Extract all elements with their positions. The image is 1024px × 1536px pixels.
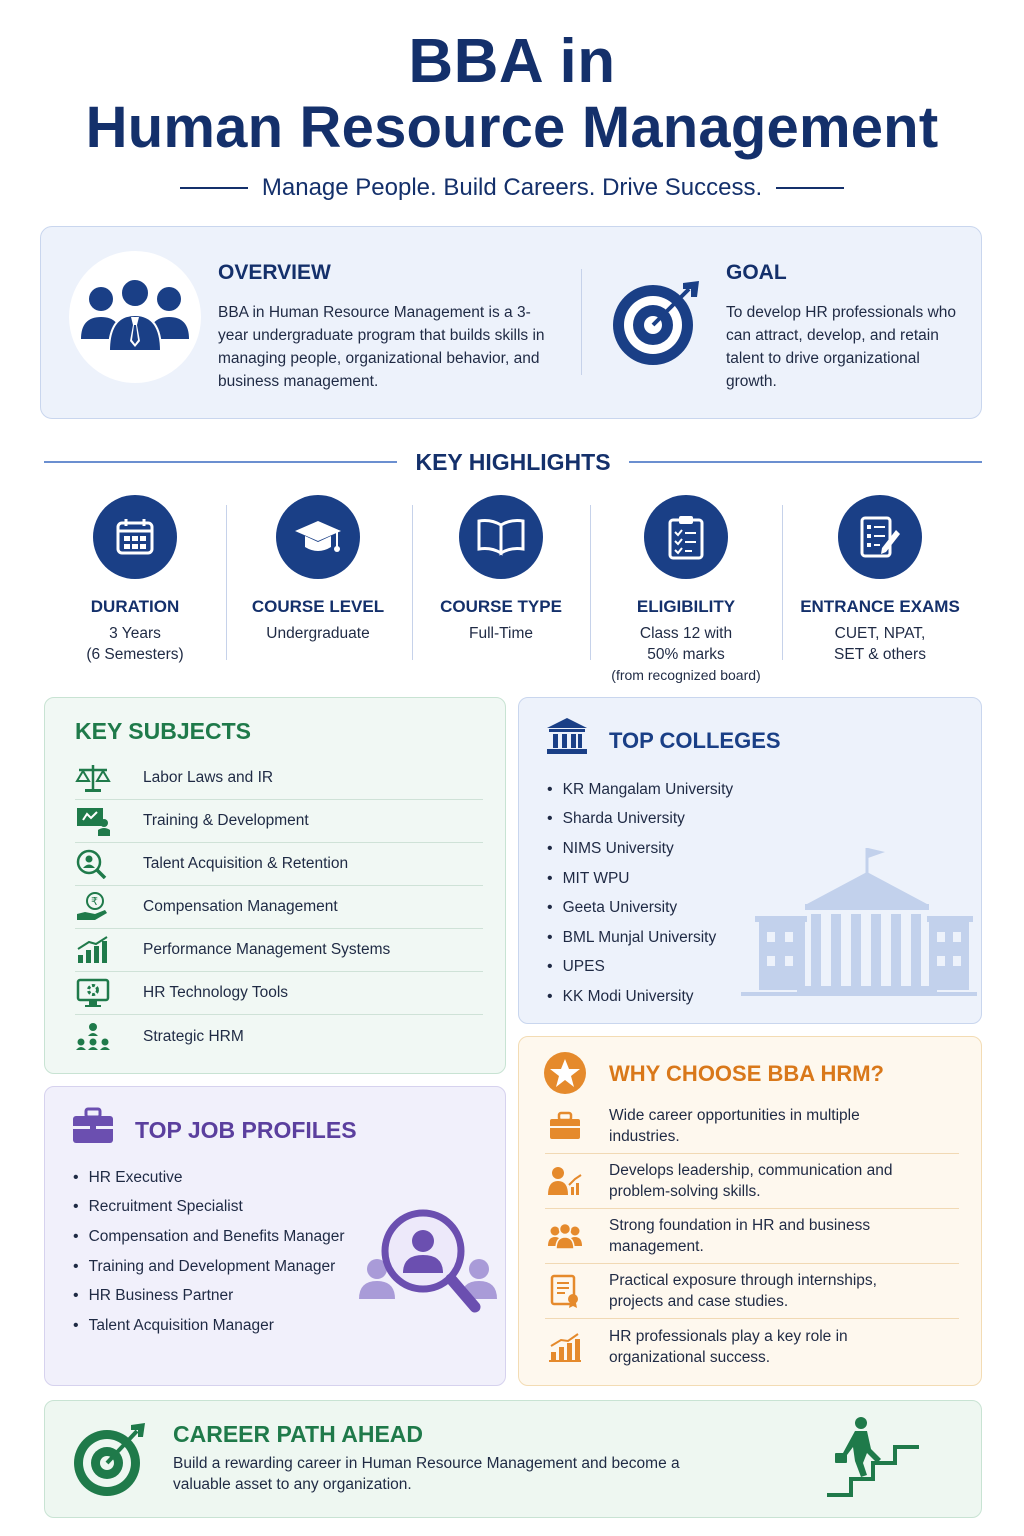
highlight-value: 50% marks bbox=[647, 646, 725, 663]
subject-item bbox=[75, 800, 483, 843]
job-profiles-list bbox=[73, 1163, 345, 1341]
why-text: HR professionals play a key role in organizational success. bbox=[609, 1327, 848, 1366]
highlight-course-level bbox=[243, 495, 393, 644]
top-colleges-title: TOP COLLEGES bbox=[609, 728, 781, 753]
climbing-stairs-icon bbox=[823, 1415, 923, 1499]
why-text: Wide career opportunities in multiple industries. bbox=[609, 1107, 860, 1145]
highlight-value: Full-Time bbox=[468, 625, 533, 642]
why-text: Develops leadership, communication and problem-solving skills. bbox=[609, 1162, 893, 1200]
highlight-entrance-exams bbox=[794, 495, 966, 665]
subject-label: HR Technology Tools bbox=[143, 984, 289, 1001]
highlight-label: DURATION bbox=[90, 597, 180, 616]
highlight-duration bbox=[60, 495, 210, 665]
page-title-line1: BBA in bbox=[408, 27, 616, 96]
college-item: • Sharda University bbox=[547, 805, 733, 835]
magnifier-person-icon bbox=[75, 849, 115, 879]
subject-item bbox=[75, 929, 483, 972]
why-item bbox=[545, 1099, 959, 1154]
subject-label: Labor Laws and IR bbox=[143, 769, 274, 786]
target-icon bbox=[611, 277, 703, 369]
svg-text:₹: ₹ bbox=[91, 895, 98, 908]
why-text: Practical exposure through internships, projects and case studies. bbox=[609, 1272, 877, 1310]
org-chart-icon bbox=[75, 1022, 115, 1052]
subject-item bbox=[75, 843, 483, 886]
highlight-course-type bbox=[426, 495, 576, 644]
career-path-text: Build a rewarding career in Human Resource Management and become a valuable asset to any organization. bbox=[173, 1455, 680, 1493]
college-item: • Geeta University bbox=[547, 893, 733, 923]
highlight-divider bbox=[226, 505, 227, 660]
career-path-title: CAREER PATH AHEAD bbox=[173, 1421, 424, 1447]
tagline: Manage People. Build Careers. Drive Success. bbox=[261, 174, 763, 201]
growth-chart-icon bbox=[75, 935, 115, 965]
highlights-divider-left bbox=[44, 461, 397, 463]
presentation-icon bbox=[75, 806, 115, 836]
highlight-label: ELIGIBILITY bbox=[636, 597, 736, 616]
why-item bbox=[545, 1154, 959, 1209]
briefcase-icon bbox=[545, 1109, 585, 1143]
subject-label: Talent Acquisition & Retention bbox=[143, 855, 349, 872]
overview-icon-circle bbox=[69, 251, 201, 383]
why-item bbox=[545, 1264, 959, 1319]
top-job-profiles-card bbox=[44, 1086, 506, 1386]
subject-item bbox=[75, 972, 483, 1015]
subject-item bbox=[75, 757, 483, 800]
rupee-hand-icon bbox=[75, 892, 115, 922]
highlight-value: Class 12 with bbox=[639, 625, 733, 642]
leader-chart-icon bbox=[545, 1164, 585, 1198]
clipboard-icon bbox=[644, 495, 728, 579]
book-icon bbox=[459, 495, 543, 579]
key-highlights-title: KEY HIGHLIGHTS bbox=[415, 448, 611, 475]
star-badge-icon bbox=[543, 1051, 587, 1095]
key-highlights-header bbox=[44, 446, 982, 478]
college-item: • UPES bbox=[547, 953, 733, 983]
graduation-cap-icon bbox=[276, 495, 360, 579]
job-profile-item: • HR Executive bbox=[73, 1163, 345, 1193]
document-icon bbox=[545, 1274, 585, 1308]
scales-icon bbox=[75, 763, 115, 793]
subject-item bbox=[75, 886, 483, 929]
highlight-divider bbox=[590, 505, 591, 660]
tagline-divider-right bbox=[776, 187, 844, 189]
why-choose-card bbox=[518, 1036, 982, 1386]
subject-label: Strategic HRM bbox=[143, 1027, 244, 1045]
overview-title: OVERVIEW bbox=[218, 261, 331, 284]
overview-divider bbox=[581, 269, 582, 375]
why-choose-title: WHY CHOOSE BBA HRM? bbox=[609, 1061, 884, 1086]
highlight-label: COURSE LEVEL bbox=[251, 597, 385, 616]
job-profile-item: • HR Business Partner bbox=[73, 1281, 345, 1311]
college-item: • KK Modi University bbox=[547, 982, 733, 1012]
bar-growth-icon bbox=[545, 1330, 585, 1364]
goal-text: To develop HR professionals who can attract, develop, and retain talent to drive organizational growth. bbox=[726, 304, 957, 390]
college-item: • KR Mangalam University bbox=[547, 775, 733, 805]
job-profile-item: • Talent Acquisition Manager bbox=[73, 1311, 345, 1341]
job-profile-item: • Recruitment Specialist bbox=[73, 1193, 345, 1223]
job-profile-item: • Training and Development Manager bbox=[73, 1252, 345, 1282]
colleges-list bbox=[547, 775, 733, 1012]
briefcase-icon bbox=[71, 1107, 115, 1145]
highlight-eligibility bbox=[596, 495, 776, 685]
college-item: • NIMS University bbox=[547, 834, 733, 864]
subject-label: Performance Management Systems bbox=[143, 941, 391, 958]
highlight-value: 3 Years bbox=[109, 625, 161, 642]
college-item: • BML Munjal University bbox=[547, 923, 733, 953]
people-group-icon bbox=[79, 277, 191, 357]
page-title-line2: Human Resource Management bbox=[85, 95, 939, 160]
overview-text: BBA in Human Resource Management is a 3-year undergraduate program that builds skills in managing people, organizational behavior, and business management. bbox=[218, 304, 545, 390]
highlight-label: COURSE TYPE bbox=[440, 597, 562, 616]
highlight-note: (from recognized board) bbox=[611, 667, 761, 683]
highlights-divider-right bbox=[629, 461, 982, 463]
highlight-label: ENTRANCE EXAMS bbox=[800, 597, 960, 616]
tagline-divider-left bbox=[180, 187, 248, 189]
team-icon bbox=[545, 1219, 585, 1253]
talent-search-illustration bbox=[357, 1207, 497, 1319]
calendar-icon bbox=[93, 495, 177, 579]
key-subjects-card bbox=[44, 697, 506, 1074]
university-building-illustration bbox=[741, 844, 977, 1002]
subject-item bbox=[75, 1015, 483, 1058]
goal-title: GOAL bbox=[726, 261, 787, 284]
why-item bbox=[545, 1319, 959, 1374]
why-text: Strong foundation in HR and business management. bbox=[609, 1217, 871, 1255]
subject-label: Compensation Management bbox=[143, 898, 338, 915]
college-item: • MIT WPU bbox=[547, 864, 733, 894]
career-path-card bbox=[44, 1400, 982, 1518]
top-job-profiles-title: TOP JOB PROFILES bbox=[135, 1117, 357, 1143]
target-icon bbox=[73, 1419, 149, 1499]
highlight-value: (6 Semesters) bbox=[86, 646, 184, 663]
job-profile-item: • Compensation and Benefits Manager bbox=[73, 1222, 345, 1252]
highlight-value: CUET, NPAT, bbox=[834, 625, 926, 642]
highlight-divider bbox=[782, 505, 783, 660]
monitor-gear-icon bbox=[75, 978, 115, 1008]
tagline-row bbox=[0, 170, 1024, 206]
subject-label: Training & Development bbox=[143, 812, 309, 829]
highlight-value: Undergraduate bbox=[266, 625, 370, 642]
bank-building-icon bbox=[545, 716, 589, 756]
highlight-value: SET & others bbox=[834, 646, 926, 663]
top-colleges-card bbox=[518, 697, 982, 1024]
why-item bbox=[545, 1209, 959, 1264]
overview-card bbox=[40, 226, 982, 419]
highlight-divider bbox=[412, 505, 413, 660]
key-subjects-title: KEY SUBJECTS bbox=[75, 718, 251, 744]
checklist-icon bbox=[838, 495, 922, 579]
